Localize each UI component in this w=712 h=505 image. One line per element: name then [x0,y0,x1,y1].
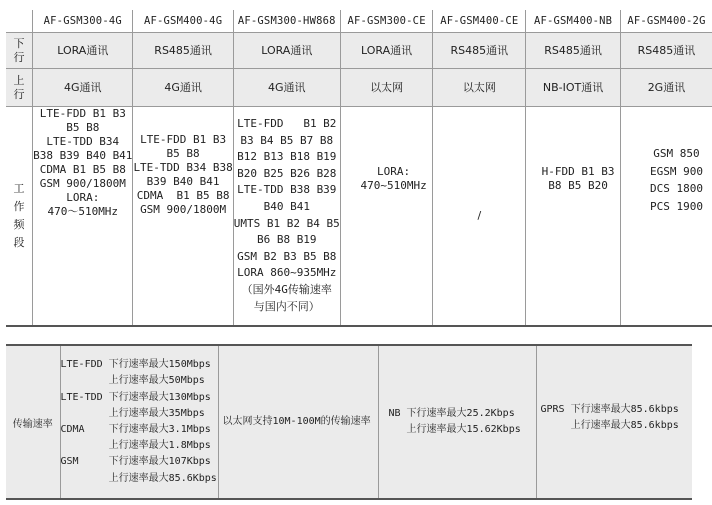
row-label-rate: 传输速率 [6,345,60,499]
header-cell [6,10,33,33]
downlink-cell: RS485通讯 [433,33,526,69]
downlink-cell: LORA通讯 [33,33,133,69]
downlink-cell: LORA通讯 [233,33,340,69]
uplink-cell: 4G通讯 [133,69,233,107]
uplink-cell: 以太网 [433,69,526,107]
rate-row [6,345,692,499]
header-row [6,10,712,33]
rate-cell-gprs: GPRS 下行速率最大85.6kbps 上行速率最大85.6kbps [536,345,692,499]
header-cell: AF-GSM300-CE [340,10,433,33]
uplink-cell: 以太网 [340,69,433,107]
downlink-cell: RS485通讯 [526,33,621,69]
row-label-uplink: 上 行 [6,69,33,107]
specs-table [6,10,712,327]
header-cell: AF-GSM400-2G [620,10,712,33]
header-cell: AF-GSM300-HW868 [233,10,340,33]
rate-cell-nb: NB 下行速率最大25.2Kbps 上行速率最大15.62Kbps [378,345,536,499]
rate-cell-ethernet: 以太网支持10M-100M的传输速率 [218,345,378,499]
downlink-cell: LORA通讯 [340,33,433,69]
uplink-cell: 2G通讯 [620,69,712,107]
uplink-cell: NB-IOT通讯 [526,69,621,107]
uplink-row [6,69,712,107]
band-cell: LTE-FDD B1 B3 B5 B8 LTE-TDD B34 B38 B39 B40 B41 CDMA B1 B5 B8 GSM 900/1800M LORA: 470～510MHz [33,107,133,326]
header-cell: AF-GSM400-4G [133,10,233,33]
header-cell: AF-GSM400-NB [526,10,621,33]
band-cell: GSM 850 EGSM 900 DCS 1800 PCS 1900 [620,107,712,326]
header-cell: AF-GSM300-4G [33,10,133,33]
band-cell: LTE-FDD B1 B3 B5 B8 LTE-TDD B34 B38 B39 B40 B41 CDMA B1 B5 B8 GSM 900/1800M [133,107,233,326]
band-cell: LTE-FDD B1 B2 B3 B4 B5 B7 B8 B12 B13 B18 B19 B20 B25 B26 B28 LTE-TDD B38 B39 B40 B41 UMTS B1 B2 B4 B5 B6 B8 B19 GSM B2 B3 B5 B8 LORA 860~935MHz （国外4G传输速率 与国内不同） [233,107,340,326]
downlink-cell: RS485通讯 [133,33,233,69]
header-cell: AF-GSM400-CE [433,10,526,33]
row-label-bands: 工 作 频 段 [6,107,33,326]
band-cell: / [433,107,526,326]
uplink-cell: 4G通讯 [33,69,133,107]
bands-row [6,107,712,326]
band-cell: LORA: 470~510MHz [340,107,433,326]
downlink-row [6,33,712,69]
rate-cell-4g: LTE-FDD 下行速率最大150Mbps 上行速率最大50Mbps LTE-TDD 下行速率最大130Mbps 上行速率最大35Mbps CDMA 下行速率最大3.1Mbps 上行速率最大1.8Mbps GSM 下行速率最大107Kbps 上行速率最大85.6Kbps [60,345,218,499]
uplink-cell: 4G通讯 [233,69,340,107]
downlink-cell: RS485通讯 [620,33,712,69]
transfer-rate-table [6,344,692,500]
row-label-downlink: 下 行 [6,33,33,69]
band-cell: H-FDD B1 B3 B8 B5 B20 [526,107,621,326]
